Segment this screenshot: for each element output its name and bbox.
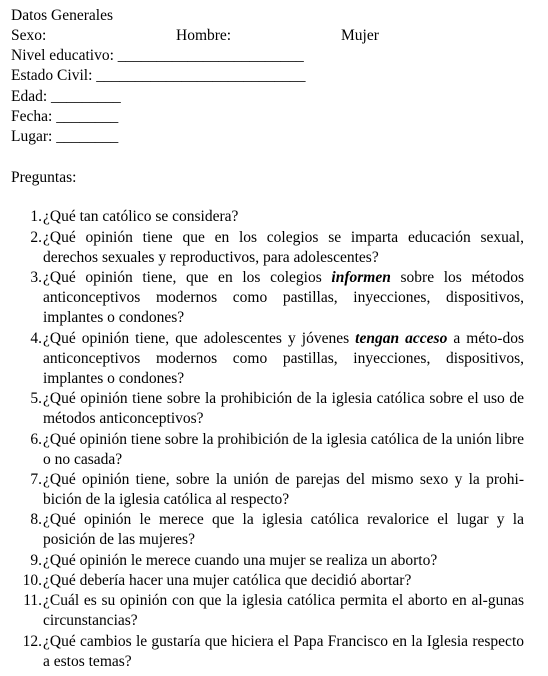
question-number: 12. — [22, 633, 42, 650]
question-item — [10, 268, 524, 328]
question-number: 6. — [30, 431, 42, 448]
mujer-label: Mujer — [341, 27, 379, 44]
question-number: 8. — [30, 511, 42, 528]
question-text: ¿Qué cambios le gustaría que hiciera el Papa Francisco en la Iglesia respecto a estos temas? — [43, 633, 524, 670]
question-text: ¿Qué opinión tiene, que en los colegios informen sobre los métodos anticonceptivos modernos como pastillas, inyecciones, dispositivos, implantes o condones? — [43, 269, 524, 326]
question-text: ¿Qué opinión tiene sobre la prohibición de la iglesia católica de la unión libre o no casada? — [43, 431, 524, 468]
question-item — [10, 571, 524, 591]
sexo-label: Sexo: — [11, 27, 47, 44]
question-number: 2. — [30, 229, 42, 246]
nivel-educativo-field: Nivel educativo: ________________________ — [11, 47, 304, 64]
emphasis-text: informen — [331, 269, 391, 286]
question-item — [10, 430, 524, 470]
question-text: ¿Cuál es su opinión con que la iglesia católica permita el aborto en al-gunas circunstancias? — [43, 592, 524, 629]
question-item — [10, 228, 524, 268]
section-title: Datos Generales — [11, 7, 113, 24]
question-text: ¿Qué opinión le merece que la iglesia católica revalorice el lugar y la posición de las mujeres? — [43, 511, 524, 548]
question-text: ¿Qué opinión tiene que en los colegios se imparta educación sexual, derechos sexuales y reproductivos, para adolescentes? — [43, 229, 524, 266]
preguntas-heading: Preguntas: — [11, 169, 77, 186]
question-number: 4. — [30, 330, 42, 347]
question-text: ¿Qué debería hacer una mujer católica que decidió abortar? — [43, 572, 412, 589]
hombre-label: Hombre: — [176, 27, 232, 44]
question-number: 5. — [30, 390, 42, 407]
question-number: 1. — [30, 208, 42, 225]
question-text: ¿Qué opinión tiene, que adolescentes y jóvenes tengan acceso a méto-dos anticonceptivos modernos como pastillas, inyecciones, dispositivos, implantes o condones? — [43, 330, 524, 387]
fecha-field: Fecha: ________ — [11, 108, 119, 125]
estado-civil-field: Estado Civil: ___________________________ — [11, 67, 306, 84]
question-item — [10, 632, 524, 672]
question-item — [10, 470, 524, 510]
question-text: ¿Qué tan católico se considera? — [43, 208, 239, 225]
question-item — [10, 591, 524, 631]
question-item — [10, 207, 524, 227]
question-item — [10, 551, 524, 571]
question-number: 7. — [30, 471, 42, 488]
question-number: 9. — [30, 552, 42, 569]
question-number: 3. — [30, 269, 42, 286]
emphasis-text: tengan acceso — [355, 330, 448, 347]
question-item — [10, 510, 524, 550]
question-text: ¿Qué opinión tiene sobre la prohibición de la iglesia católica sobre el uso de métodos anticonceptivos? — [43, 390, 524, 427]
question-number: 11. — [23, 592, 42, 609]
question-item — [10, 329, 524, 389]
lugar-field: Lugar: ________ — [11, 128, 119, 145]
edad-field: Edad: _________ — [11, 88, 121, 105]
question-text: ¿Qué opinión tiene, sobre la unión de parejas del mismo sexo y la prohi-bición de la iglesia católica al respecto? — [43, 471, 524, 508]
question-item — [10, 389, 524, 429]
question-number: 10. — [22, 572, 42, 589]
question-text: ¿Qué opinión le merece cuando una mujer se realiza un aborto? — [43, 552, 438, 569]
